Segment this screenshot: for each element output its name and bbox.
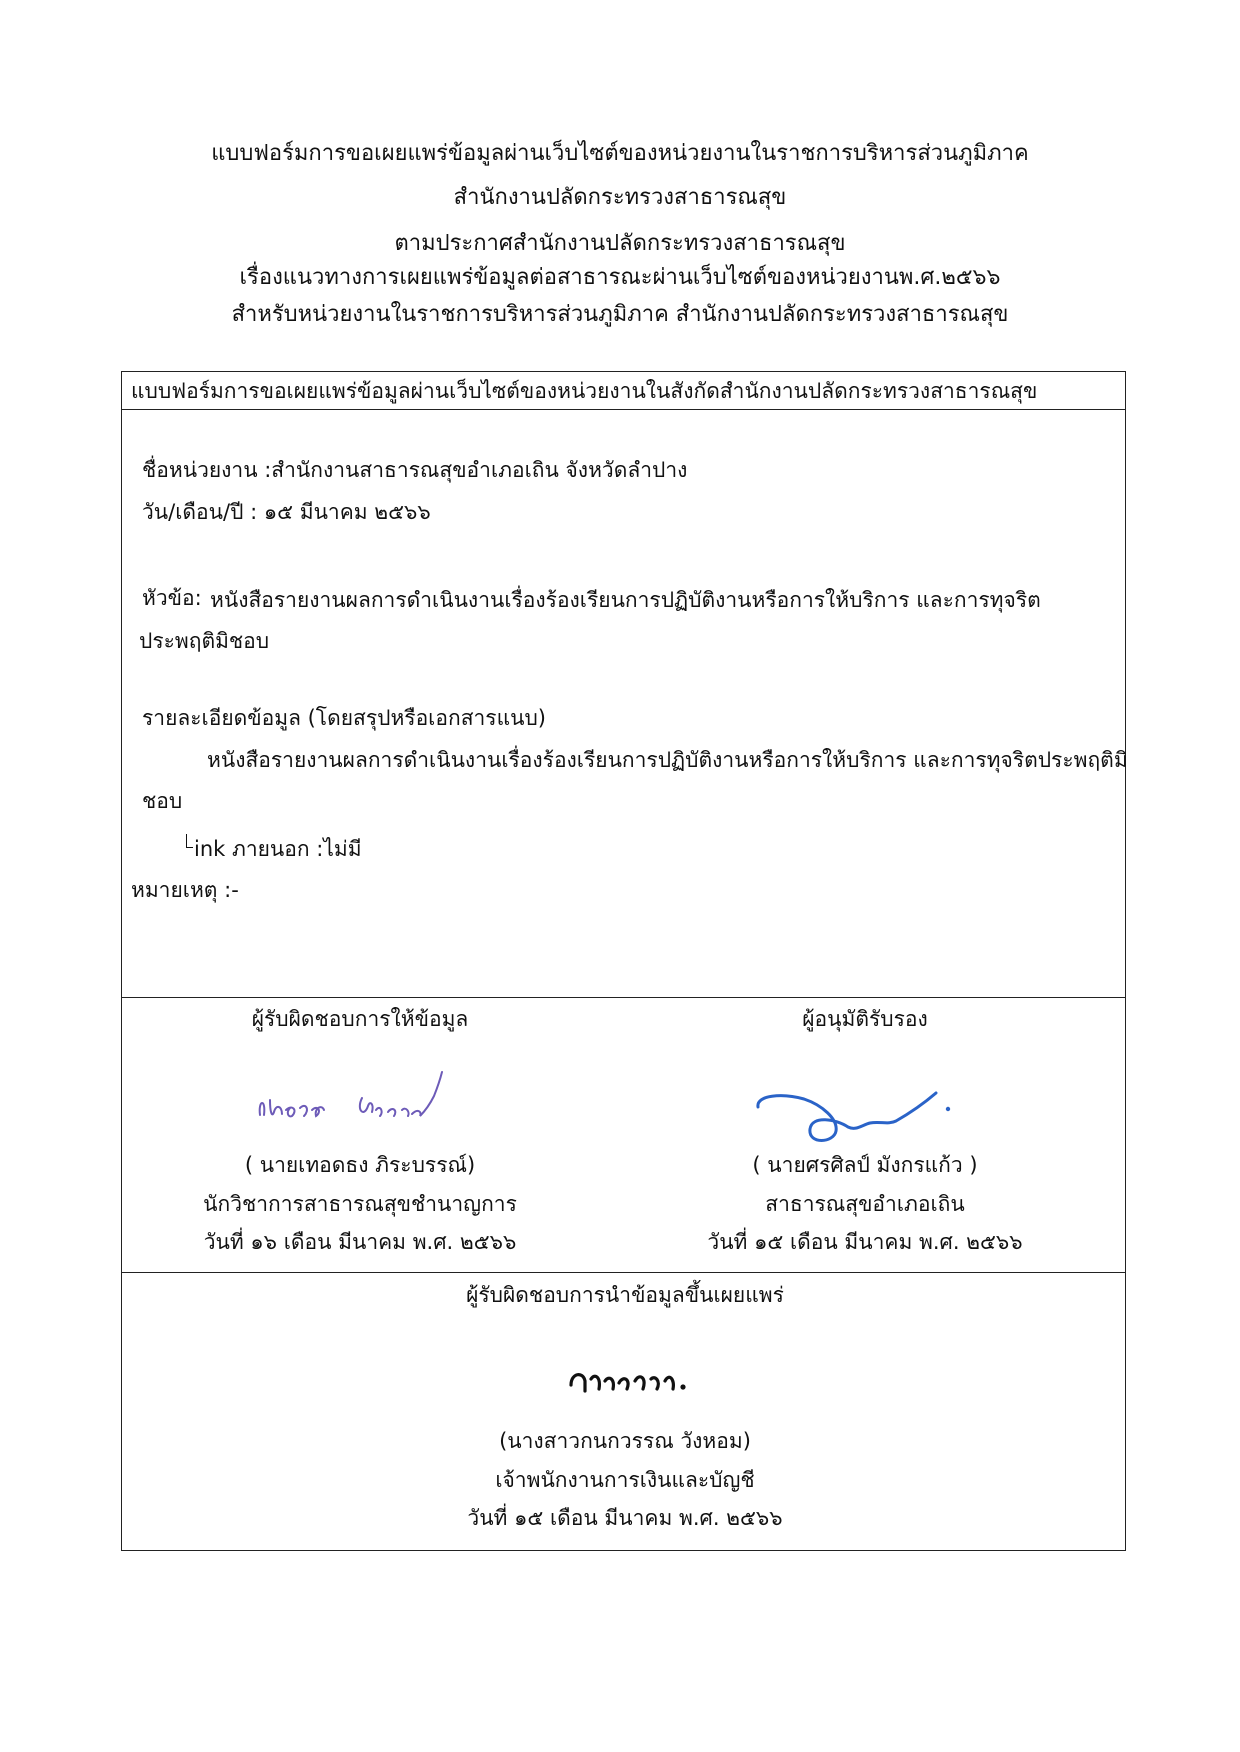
- link-bracket-mark: [186, 834, 193, 848]
- header-line-4: เรื่องแนวทางการเผยแพร่ข้อมูลต่อสาธารณะผ่านเว็บไซต์ของหน่วยงานพ.ศ.๒๕๖๖: [239, 265, 1001, 290]
- details-text-line-1: หนังสือรายงานผลการดำเนินงานเรื่องร้องเรียนการปฏิบัติงานหรือการให้บริการ และการทุจริตประพฤติมิ: [207, 748, 1128, 772]
- approver-name: ( นายศรศิลป์ มังกรแก้ว ): [752, 1153, 978, 1177]
- header-line-2: สำนักงานปลัดกระทรวงสาธารณสุข: [453, 185, 787, 210]
- header-line-1: แบบฟอร์มการขอเผยแพร่ข้อมูลผ่านเว็บไซต์ของหน่วยงานในราชการบริหารส่วนภูมิภาค: [211, 141, 1029, 166]
- divider-publisher: [121, 1272, 1126, 1273]
- approver-role: ผู้อนุมัติรับรอง: [802, 1007, 928, 1031]
- details-text-line-2: ชอบ: [142, 789, 183, 813]
- publisher-position: เจ้าพนักงานการเงินและบัญชี: [495, 1468, 755, 1492]
- provider-signature-image: [252, 1060, 472, 1140]
- provider-position: นักวิชาการสาธารณสุขชำนาญการ: [203, 1192, 517, 1216]
- provider-role: ผู้รับผิดชอบการให้ข้อมูล: [251, 1007, 469, 1031]
- header-line-3: ตามประกาศสำนักงานปลัดกระทรวงสาธารณสุข: [394, 231, 846, 256]
- approver-position: สาธารณสุขอำเภอเถิน: [765, 1192, 965, 1216]
- subject-text-line-1: หนังสือรายงานผลการดำเนินงานเรื่องร้องเรียนการปฏิบัติงานหรือการให้บริการ และการทุจริต: [210, 588, 1041, 612]
- approver-date: วันที่ ๑๕ เดือน มีนาคม พ.ศ. ๒๕๖๖: [707, 1230, 1023, 1254]
- divider-title: [121, 409, 1126, 410]
- divider-signatures: [121, 997, 1126, 998]
- details-label: รายละเอียดข้อมูล (โดยสรุปหรือเอกสารแนบ): [142, 706, 546, 730]
- remark-line: หมายเหตุ :-: [131, 878, 239, 902]
- form-date: วัน/เดือน/ปี : ๑๕ มีนาคม ๒๕๖๖: [142, 500, 431, 524]
- form-title: แบบฟอร์มการขอเผยแพร่ข้อมูลผ่านเว็บไซต์ของหน่วยงานในสังกัดสำนักงานปลัดกระทรวงสาธารณสุข: [131, 379, 1038, 403]
- subject-label: หัวข้อ:: [142, 586, 202, 610]
- publisher-name: (นางสาวกนกวรรณ วังหอม): [499, 1429, 751, 1453]
- provider-name: ( นายเทอดธง ภิระบรรณ์): [244, 1153, 476, 1177]
- publisher-role: ผู้รับผิดชอบการนำข้อมูลขึ้นเผยแพร่: [466, 1283, 784, 1307]
- publisher-signature-image: [565, 1355, 705, 1405]
- header-line-5: สำหรับหน่วยงานในราชการบริหารส่วนภูมิภาค สำนักงานปลัดกระทรวงสาธารณสุข: [231, 302, 1009, 327]
- publisher-date: วันที่ ๑๕ เดือน มีนาคม พ.ศ. ๒๕๖๖: [467, 1506, 783, 1530]
- external-link-line: ink ภายนอก :ไม่มี: [194, 837, 362, 861]
- agency-name: ชื่อหน่วยงาน :สำนักงานสาธารณสุขอำเภอเถิน จังหวัดลำปาง: [142, 458, 688, 482]
- subject-text-line-2: ประพฤติมิชอบ: [139, 629, 270, 653]
- provider-date: วันที่ ๑๖ เดือน มีนาคม พ.ศ. ๒๕๖๖: [203, 1230, 517, 1254]
